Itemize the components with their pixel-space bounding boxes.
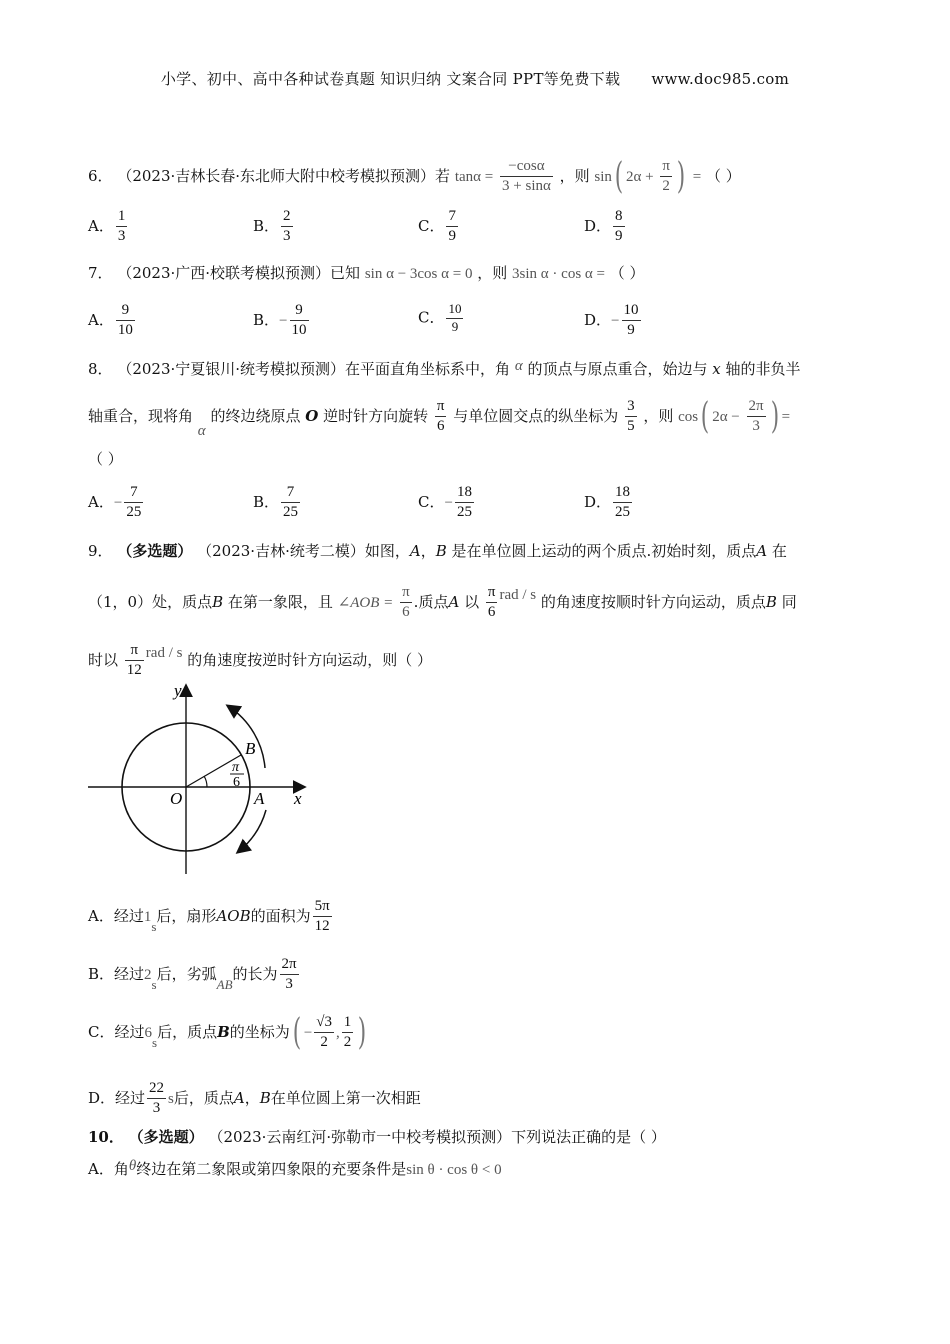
fraction — [342, 1014, 354, 1052]
text: 的角速度按逆时针方向运动，则（ ） — [187, 650, 433, 669]
text: 在第一象限，且 — [227, 592, 333, 611]
math-b: B — [435, 542, 447, 560]
sign: − — [444, 494, 453, 511]
text: （1，0）处，质点 — [88, 592, 213, 611]
option-label: C． — [88, 1022, 115, 1041]
option-label: A． — [88, 1160, 114, 1178]
frac-den: 9 — [451, 318, 459, 334]
math-aob: AOB — [216, 906, 251, 925]
math-expression: sin θ · cos θ < 0 — [406, 1162, 502, 1178]
option-b — [253, 484, 302, 522]
fraction — [486, 584, 498, 622]
number: 2 — [144, 966, 152, 983]
text: 的角速度按顺时针方向运动，质点 — [540, 592, 766, 611]
option-label: D． — [584, 310, 612, 329]
fraction — [455, 484, 474, 522]
text: 是在单位圆上运动的两个质点.初始时刻，质点 — [451, 542, 757, 560]
fraction — [446, 208, 458, 246]
left-paren: ( — [614, 155, 624, 197]
right-paren: ) — [676, 155, 686, 197]
frac-num: 8 — [613, 208, 625, 227]
frac-num: −cosα — [500, 158, 553, 177]
text: ，则 — [643, 406, 674, 425]
fraction — [290, 302, 309, 340]
frac-den: 6 — [436, 418, 445, 435]
fraction — [435, 398, 447, 436]
unit-s: s — [151, 918, 157, 934]
option-a — [88, 208, 129, 246]
frac-num: 1 — [116, 208, 128, 227]
text: 经过 — [114, 1022, 145, 1041]
question-source: （2023·云南红河·弥勒市一中校考模拟预测）下列说法正确的是（ ） — [208, 1128, 666, 1146]
option-label: C． — [418, 308, 445, 327]
angle-arc — [204, 776, 207, 787]
fraction — [124, 484, 143, 522]
option-label: A． — [88, 492, 114, 511]
option-b — [253, 208, 295, 246]
option-d — [584, 302, 643, 340]
frac-num: π — [660, 158, 672, 177]
frac-den: 25 — [283, 504, 299, 521]
question-source: （2023·吉林长春·东北师大附中校考模拟预测）若 — [117, 166, 451, 185]
frac-num: 9 — [290, 302, 309, 321]
math-o: O — [305, 406, 319, 425]
frac-num: 2 — [281, 208, 293, 227]
frac-den: 5 — [627, 418, 635, 435]
fraction — [613, 208, 625, 246]
option-label: C． — [418, 216, 445, 235]
text: 角 — [113, 1160, 129, 1178]
option-c — [418, 208, 460, 246]
text: ， — [244, 1088, 260, 1107]
page-header — [0, 68, 950, 89]
text: ，则 — [477, 264, 508, 282]
label-b: B — [245, 739, 256, 758]
option-label: B． — [253, 216, 280, 235]
q9-option-b — [88, 956, 301, 994]
question-9-line-1: 9． （多选题） （2023·吉林·统考二模）如图，A，B 是在单位圆上运动的两个质点.初始时刻，质点A 在 — [88, 542, 787, 560]
question-8-line-2 — [88, 395, 791, 439]
option-c — [418, 484, 476, 522]
text: 经过 — [113, 906, 144, 925]
fraction — [625, 398, 637, 436]
frac-num: 9 — [116, 302, 135, 321]
text: （2023·吉林·统考二模）如图， — [197, 542, 410, 560]
frac-num: 18 — [613, 484, 632, 503]
number: 6 — [144, 1024, 152, 1041]
frac-den: 12 — [126, 662, 142, 679]
question-7 — [88, 266, 645, 282]
option-label: B． — [253, 492, 280, 511]
text: 的坐标为 — [229, 1022, 290, 1041]
option-a — [88, 484, 145, 522]
frac-den: 12 — [314, 918, 330, 935]
option-label: C． — [418, 492, 445, 511]
sign: − — [113, 494, 123, 511]
text: 与单位圆交点的纵坐标为 — [453, 406, 619, 425]
label-a: A — [254, 789, 265, 808]
frac-den: 6 — [402, 604, 410, 621]
text: 的面积为 — [250, 906, 311, 925]
frac-num: 1 — [342, 1014, 354, 1033]
math-angle: ∠AOB = — [337, 594, 394, 611]
q9-option-d — [88, 1080, 421, 1118]
question-number: 8． — [88, 360, 113, 378]
fraction — [446, 302, 463, 335]
fraction — [500, 158, 553, 196]
math-b: B — [217, 1022, 230, 1041]
frac-den: 2 — [320, 1034, 328, 1051]
math-inner: 2α − — [712, 408, 740, 425]
option-label: D． — [88, 1088, 116, 1107]
question-number: 10． — [88, 1128, 124, 1146]
math-cos: cos — [678, 408, 699, 425]
question-9-line-3 — [88, 642, 432, 680]
label-o: O — [170, 789, 183, 808]
right-paren: ) — [358, 1011, 367, 1053]
math-a: A — [233, 1088, 245, 1107]
text: 在 — [771, 542, 787, 560]
frac-num: 10 — [622, 302, 641, 321]
math-condition: sin α − 3cos α = 0 — [364, 266, 473, 282]
frac-num: π — [400, 584, 412, 603]
fraction — [660, 158, 672, 196]
text: 的终边绕原点 — [210, 406, 301, 425]
frac-den: 9 — [627, 322, 635, 339]
math-b: B — [212, 592, 224, 611]
right-paren: ) — [770, 395, 779, 437]
option-label: B． — [88, 964, 115, 983]
fraction — [313, 898, 332, 936]
math-tan: tanα = — [454, 168, 494, 185]
unit-s: s — [152, 1034, 158, 1050]
number: 1 — [143, 908, 152, 925]
frac-num: 7 — [446, 208, 458, 227]
fraction — [314, 1014, 334, 1052]
sign: − — [279, 312, 288, 329]
text: 同 — [781, 592, 797, 611]
fraction — [613, 484, 632, 522]
fraction — [147, 1080, 166, 1118]
frac-den: 3 — [152, 1100, 161, 1117]
frac-den: 9 — [448, 228, 456, 245]
question-8-blank — [88, 452, 123, 467]
answer-blank: （ ） — [88, 450, 123, 468]
text: 终边在第二象限或第四象限的充要条件是 — [136, 1160, 407, 1178]
frac-num: 2π — [280, 956, 299, 975]
label-pi: π — [232, 760, 240, 775]
question-number: 7． — [88, 264, 113, 282]
text: 时以 — [88, 650, 119, 669]
frac-num: 7 — [281, 484, 300, 503]
text: 的长为 — [232, 964, 278, 983]
option-a — [88, 302, 137, 340]
question-8-line-1 — [88, 358, 801, 378]
option-label: A． — [88, 310, 114, 329]
text: 在单位圆上第一次相距 — [270, 1088, 421, 1107]
frac-den: 3 — [283, 228, 291, 245]
frac-den: 3 + sinα — [502, 178, 551, 195]
frac-num: π — [125, 642, 144, 661]
fraction — [116, 208, 128, 246]
frac-den: 6 — [487, 604, 496, 621]
question-number: 6． — [88, 166, 113, 185]
left-paren: ( — [292, 1011, 302, 1053]
frac-num: 22 — [147, 1080, 166, 1099]
option-label: B． — [253, 310, 280, 329]
option-label: A． — [88, 216, 114, 235]
label-six: 6 — [233, 775, 240, 790]
question-source: （2023·广西·校联考模拟预测）已知 — [117, 264, 361, 282]
option-d — [584, 208, 627, 246]
frac-den: 10 — [117, 322, 133, 339]
unit: rad / s — [499, 586, 537, 603]
math-alpha: α — [514, 358, 523, 374]
fraction — [281, 484, 300, 522]
math-alpha: α — [197, 422, 206, 439]
text: 轴的非负半 — [725, 360, 801, 378]
fraction — [125, 642, 144, 680]
question-6 — [88, 155, 741, 197]
frac-num: π — [435, 398, 447, 417]
q9-option-a — [88, 898, 334, 936]
frac-den: 9 — [615, 228, 623, 245]
frac-den: 3 — [752, 418, 760, 435]
multi-select-tag: （多选题） — [128, 1128, 204, 1146]
fraction — [400, 584, 412, 622]
math-eq: = — [781, 408, 791, 425]
label-y: y — [174, 681, 182, 700]
text: 经过 — [115, 1088, 146, 1107]
fraction — [116, 302, 135, 340]
frac-den: 10 — [291, 322, 307, 339]
math-arc-ab: AB — [216, 976, 233, 992]
math-sin: sin — [594, 168, 612, 185]
label-x: x — [294, 789, 302, 808]
question-9-line-2 — [88, 584, 797, 622]
frac-den: 3 — [285, 976, 293, 993]
text: 经过 — [114, 964, 145, 983]
text: 后，劣弧 — [156, 964, 217, 983]
text: 后，扇形 — [156, 906, 217, 925]
frac-num: 5π — [313, 898, 332, 917]
option-b — [253, 302, 311, 340]
math-a: A — [409, 542, 421, 560]
option-label: A． — [88, 906, 114, 925]
frac-den: 25 — [126, 504, 142, 521]
math-a: A — [756, 542, 768, 560]
text: 逆时针方向旋转 — [323, 406, 429, 425]
text: （2023·宁夏银川·统考模拟预测）在平面直角坐标系中，角 — [117, 360, 511, 378]
fraction — [622, 302, 641, 340]
q9-option-c: C．经过6s后，质点B的坐标为( − $\frac{√3}{2}$ , $\frac{1}{2}$ ) — [88, 1011, 367, 1053]
math-expression: 3sin α · cos α = — [512, 266, 605, 282]
q10-option-a — [88, 1158, 502, 1178]
frac-den: 3 — [117, 228, 126, 245]
sign: − — [611, 312, 620, 329]
option-label: D． — [584, 492, 612, 511]
math-a: A — [448, 592, 460, 611]
question-number: 9． — [88, 542, 113, 560]
math-x: x — [712, 360, 721, 378]
question-10 — [88, 1130, 666, 1145]
fraction — [281, 208, 293, 246]
header-site: www.doc985.com — [651, 70, 790, 88]
text: .质点 — [413, 592, 449, 611]
text: 后，质点 — [173, 1088, 234, 1107]
text: 以 — [464, 592, 480, 611]
header-text: 小学、初中、高中各种试卷真题 知识归纳 文案合同 PPT等免费下载 — [160, 70, 621, 88]
text: 的顶点与原点重合，始边与 — [527, 360, 708, 378]
option-c — [418, 302, 465, 335]
frac-num: 18 — [455, 484, 474, 503]
math-eq: = — [692, 168, 702, 185]
frac-num: 3 — [625, 398, 637, 417]
answer-blank: （ ） — [706, 166, 741, 185]
unit-s: s — [151, 976, 157, 992]
unit-circle-figure — [80, 676, 320, 876]
option-d — [584, 484, 634, 522]
answer-blank: （ ） — [609, 264, 645, 282]
math-b: B — [259, 1088, 271, 1107]
text: ，则 — [559, 166, 590, 185]
frac-den: 25 — [456, 504, 472, 521]
frac-num: 7 — [124, 484, 143, 503]
math-b: B — [765, 592, 777, 611]
unit-s: s — [168, 1090, 174, 1107]
math-inner: 2α + — [625, 168, 654, 185]
frac-den: 25 — [615, 504, 631, 521]
fraction — [280, 956, 299, 994]
frac-num: 2π — [747, 398, 766, 417]
frac-num: 10 — [446, 302, 463, 319]
math-theta: θ — [128, 1158, 137, 1174]
left-paren: ( — [700, 395, 710, 437]
unit: rad / s — [145, 644, 183, 661]
frac-den: 2 — [662, 178, 670, 195]
multi-select-tag: （多选题） — [117, 542, 193, 560]
frac-num: √3 — [314, 1014, 334, 1033]
frac-den: 2 — [343, 1034, 352, 1051]
frac-num: π — [486, 584, 498, 603]
text: 轴重合，现将角 — [88, 406, 194, 425]
option-label: D． — [584, 216, 612, 235]
text: 后，质点 — [157, 1022, 218, 1041]
fraction — [747, 398, 766, 436]
